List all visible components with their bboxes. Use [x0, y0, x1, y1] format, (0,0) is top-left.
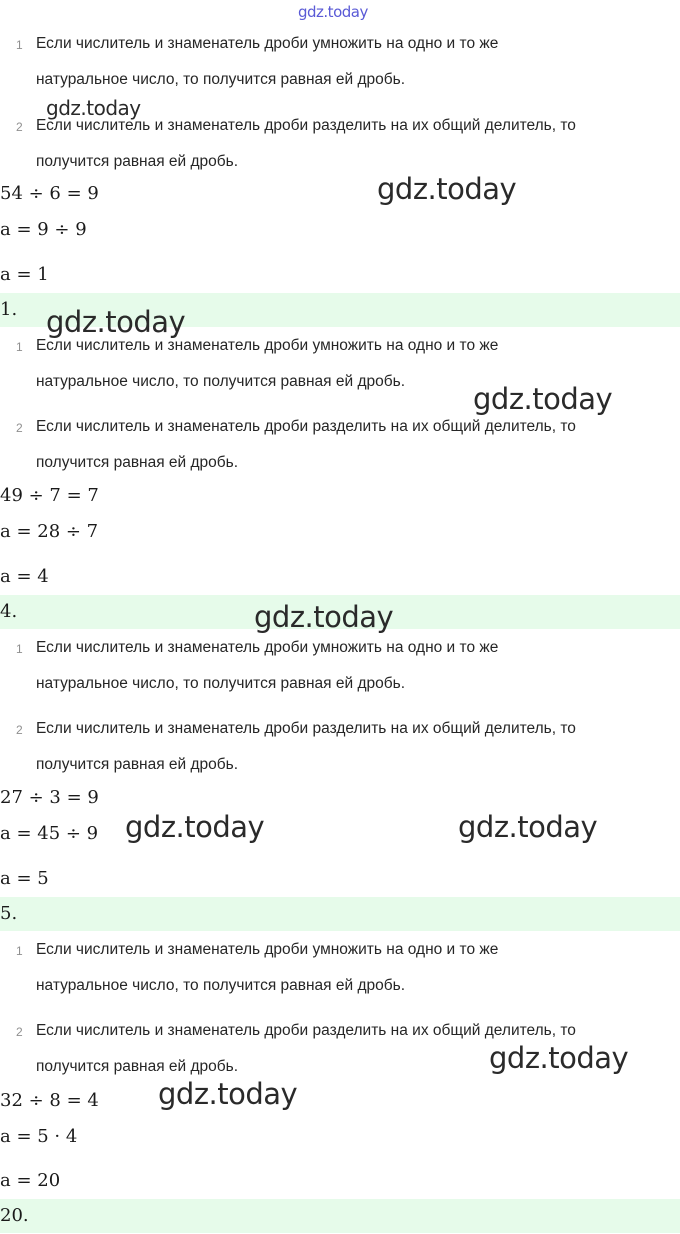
rule-text-line: Если числитель и знаменатель дроби разделить на их общий делитель, то — [36, 720, 576, 737]
answer-row: 1. — [0, 293, 680, 327]
solution-step: 54 ÷ 6 = 9 — [0, 183, 99, 204]
rule-number: 1 — [16, 340, 23, 354]
watermark: gdz.today — [125, 810, 265, 844]
watermark: gdz.today — [46, 305, 186, 339]
rule-number: 2 — [16, 1025, 23, 1039]
rule-text-line: натуральное число, то получится равная ей дробь. — [36, 675, 406, 692]
rule-text — [36, 26, 676, 98]
rule-text-line: Если числитель и знаменатель дроби умножить на одно и то же — [36, 941, 499, 958]
rule-text-line: получится равная ей дробь. — [36, 454, 239, 471]
solution-step: a = 20 — [0, 1170, 61, 1191]
solution-step: a = 1 — [0, 264, 49, 285]
watermark: gdz.today — [158, 1077, 298, 1111]
rule-number: 1 — [16, 642, 23, 656]
rule-text-line: Если числитель и знаменатель дроби умножить на одно и то же — [36, 337, 499, 354]
rule-text-line: Если числитель и знаменатель дроби разделить на их общий делитель, то — [36, 418, 576, 435]
rule-number: 1 — [16, 38, 23, 52]
rule-text-line: получится равная ей дробь. — [36, 153, 239, 170]
rule-number: 1 — [16, 944, 23, 958]
rule-text-line: Если числитель и знаменатель дроби разделить на их общий делитель, то — [36, 1022, 576, 1039]
rule-number: 2 — [16, 723, 23, 737]
solution-step: a = 9 ÷ 9 — [0, 219, 87, 240]
answer-row: 4. — [0, 595, 680, 629]
solution-step: a = 45 ÷ 9 — [0, 823, 99, 844]
watermark: gdz.today — [473, 382, 613, 416]
rule-number: 2 — [16, 120, 23, 134]
solution-step: a = 4 — [0, 566, 49, 587]
rule-text-line: Если числитель и знаменатель дроби разделить на их общий делитель, то — [36, 117, 576, 134]
solution-step: 32 ÷ 8 = 4 — [0, 1090, 99, 1111]
watermark: gdz.today — [46, 96, 141, 120]
watermark: gdz.today — [458, 810, 598, 844]
answer-row: 5. — [0, 897, 680, 931]
rule-text — [36, 932, 676, 1004]
rule-text-line: получится равная ей дробь. — [36, 1058, 239, 1075]
rule-text — [36, 711, 676, 783]
rule-text-line: получится равная ей дробь. — [36, 756, 239, 773]
rule-text-line: натуральное число, то получится равная ей дробь. — [36, 71, 406, 88]
solution-step: 49 ÷ 7 = 7 — [0, 485, 99, 506]
watermark: gdz.today — [489, 1041, 629, 1075]
rule-text-line: Если числитель и знаменатель дроби умножить на одно и то же — [36, 35, 499, 52]
solution-step: 27 ÷ 3 = 9 — [0, 787, 99, 808]
watermark: gdz.today — [254, 600, 394, 634]
solution-step: a = 5 · 4 — [0, 1126, 78, 1147]
watermark: gdz.today — [298, 3, 368, 21]
rule-text — [36, 630, 676, 702]
solution-step: a = 28 ÷ 7 — [0, 521, 99, 542]
rule-text-line: натуральное число, то получится равная ей дробь. — [36, 373, 406, 390]
rule-text — [36, 409, 676, 481]
rule-text-line: натуральное число, то получится равная ей дробь. — [36, 977, 406, 994]
watermark: gdz.today — [377, 172, 517, 206]
rule-number: 2 — [16, 421, 23, 435]
rule-text-line: Если числитель и знаменатель дроби умножить на одно и то же — [36, 639, 499, 656]
answer-row: 20. — [0, 1199, 680, 1233]
solution-step: a = 5 — [0, 868, 49, 889]
